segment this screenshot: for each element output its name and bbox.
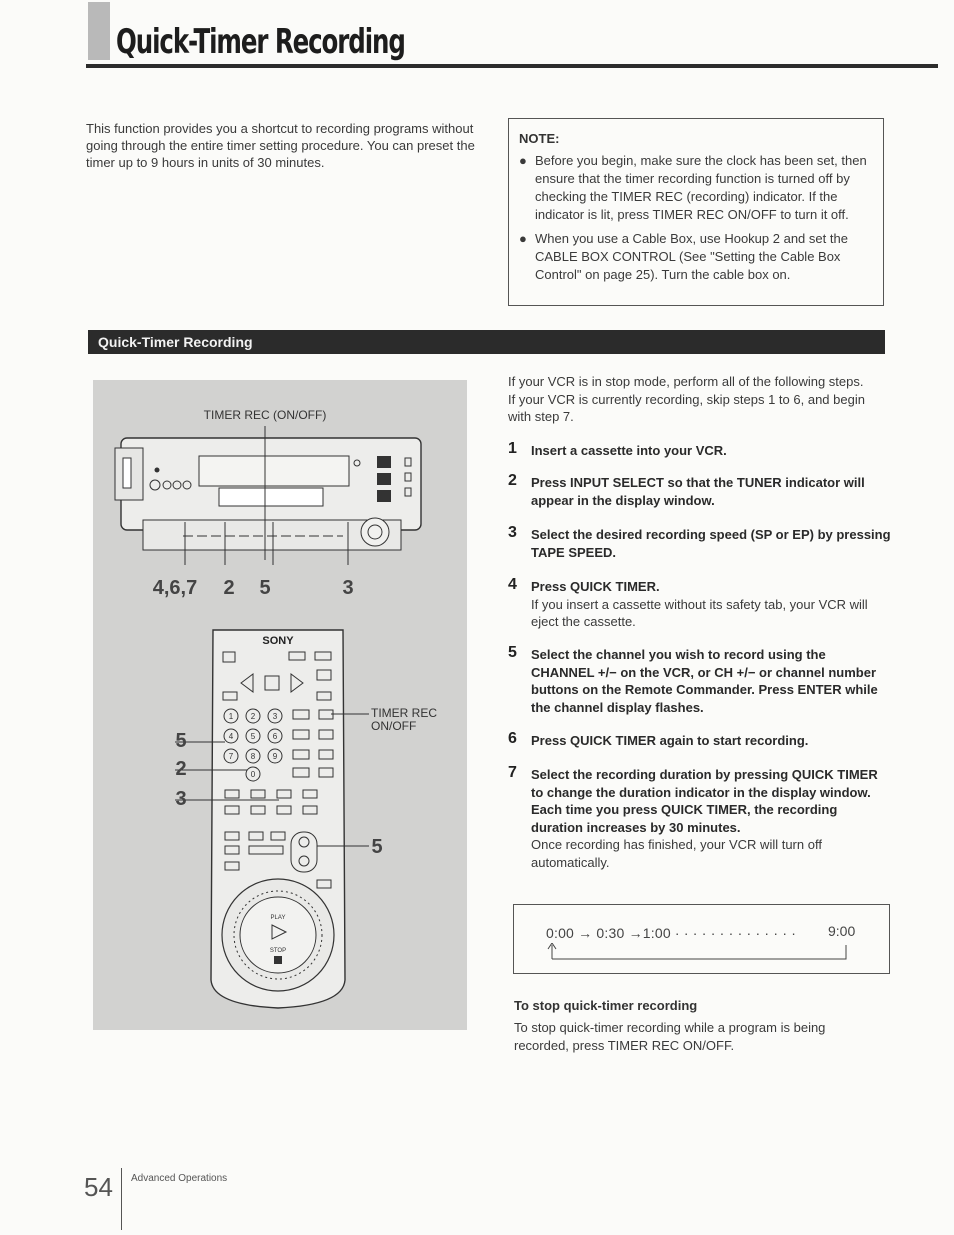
keypad-key: 4 <box>228 732 234 741</box>
step-text: Insert a cassette into your VCR. <box>531 443 727 458</box>
vcr-callout: 4,6,7 <box>152 577 198 599</box>
step-text: Press INPUT SELECT so that the TUNER indicator will appear in the display window. <box>531 475 865 508</box>
vcr-timer-rec-label: TIMER REC (ON/OFF) <box>203 408 327 422</box>
step-note: If you insert a cassette without its safety tab, your VCR will eject the cassette. <box>531 596 868 629</box>
step-number: 2 <box>508 472 517 489</box>
step-text: Select the recording duration by pressing QUICK TIMER to change the duration indicator in the display window. Each time you press QUICK TIMER, the recording duration increases by 30 minutes. <box>531 767 878 835</box>
duration-cycle-box <box>513 904 890 974</box>
duration-sequence: 0:00 → 0:30 →1:00 · · · · · · · · · · · · · · <box>546 925 797 941</box>
page-title: Quick-Timer Recording <box>116 22 405 62</box>
keypad-key: 9 <box>272 752 278 761</box>
remote-right-callout: 5 <box>371 836 383 858</box>
keypad-key: 6 <box>272 732 278 741</box>
steps-lead: If your VCR is in stop mode, perform all of the following steps. If your VCR is currently recording, skip steps 1 to 6, and begin with step 7. <box>508 374 865 424</box>
note-item-text: When you use a Cable Box, use Hookup 2 and set the CABLE BOX CONTROL (See "Setting the Cable Box Control" on page 25). Turn the cable box on. <box>535 231 848 282</box>
title-marker <box>88 2 110 60</box>
bullet-icon: ● <box>519 153 527 168</box>
note-item-text: Before you begin, make sure the clock has been set, then ensure that the timer recording function is turned off by checking the TIMER REC (recording) indicator. If the indicator is lit, press TIMER REC ON/OFF to turn it off. <box>535 153 867 222</box>
remote-timer-rec-label: TIMER REC <box>371 706 437 720</box>
step-text: Press QUICK TIMER. <box>531 579 660 594</box>
remote-left-callout: 3 <box>175 788 187 810</box>
section-title: Quick-Timer Recording <box>98 334 253 350</box>
footer-rule <box>121 1168 122 1230</box>
remote-left-callout: 5 <box>175 730 187 752</box>
page-number: 54 <box>84 1172 113 1202</box>
keypad-key: 8 <box>250 752 256 761</box>
remote-brand: SONY <box>262 635 294 647</box>
stop-section-title: To stop quick-timer recording <box>514 998 698 1013</box>
step-text: Press QUICK TIMER again to start recording. <box>531 733 809 748</box>
illustration-drawing <box>93 380 467 1030</box>
note-box <box>508 118 884 306</box>
remote-stop-label: STOP <box>269 948 287 954</box>
step-number: 4 <box>508 576 517 593</box>
step-note: Once recording has finished, your VCR will turn off automatically. <box>531 837 822 870</box>
title-rule <box>86 64 938 68</box>
vcr-callout: 5 <box>259 577 271 599</box>
step-number: 7 <box>508 764 517 781</box>
footer-section-name: Advanced Operations <box>131 1173 228 1184</box>
step-number: 1 <box>508 440 517 457</box>
bullet-icon: ● <box>519 231 527 246</box>
step-number: 3 <box>508 524 517 541</box>
step-text: Select the desired recording speed (SP or EP) by pressing TAPE SPEED. <box>531 527 891 560</box>
keypad-key: 1 <box>228 712 234 721</box>
cycle-return-arrow-icon <box>544 943 854 961</box>
vcr-callout: 3 <box>342 577 354 599</box>
step-number: 5 <box>508 644 517 661</box>
remote-play-label: PLAY <box>270 915 286 921</box>
intro-paragraph: This function provides you a shortcut to recording programs without going through the entire timer setting procedure. You can preset the timer up to 9 hours in units of 30 minutes. <box>86 121 475 170</box>
note-item <box>519 230 871 284</box>
keypad-key: 0 <box>250 770 256 779</box>
vcr-unit-diagram <box>115 408 421 599</box>
vcr-remote-illustration <box>93 380 467 1030</box>
section-header-bar <box>88 330 885 354</box>
step-text: Select the channel you wish to record using the CHANNEL +/− on the VCR, or CH +/− or channel number buttons on the Remote Commander. Press ENTER while the channel display flashes. <box>531 647 878 715</box>
keypad-key: 3 <box>272 712 278 721</box>
duration-max: 9:00 <box>828 923 856 939</box>
remote-left-callout: 2 <box>175 758 187 780</box>
vcr-callout: 2 <box>223 577 235 599</box>
remote-timer-rec-label: ON/OFF <box>371 719 417 733</box>
keypad-key: 2 <box>250 712 256 721</box>
keypad-key: 7 <box>228 752 234 761</box>
note-item <box>519 152 871 224</box>
remote-commander-diagram <box>175 630 437 1008</box>
keypad-key: 5 <box>250 732 256 741</box>
note-title: NOTE: <box>519 131 560 146</box>
stop-section-text: To stop quick-timer recording while a program is being recorded, press TIMER REC ON/OFF. <box>514 1020 826 1053</box>
step-number: 6 <box>508 730 517 747</box>
